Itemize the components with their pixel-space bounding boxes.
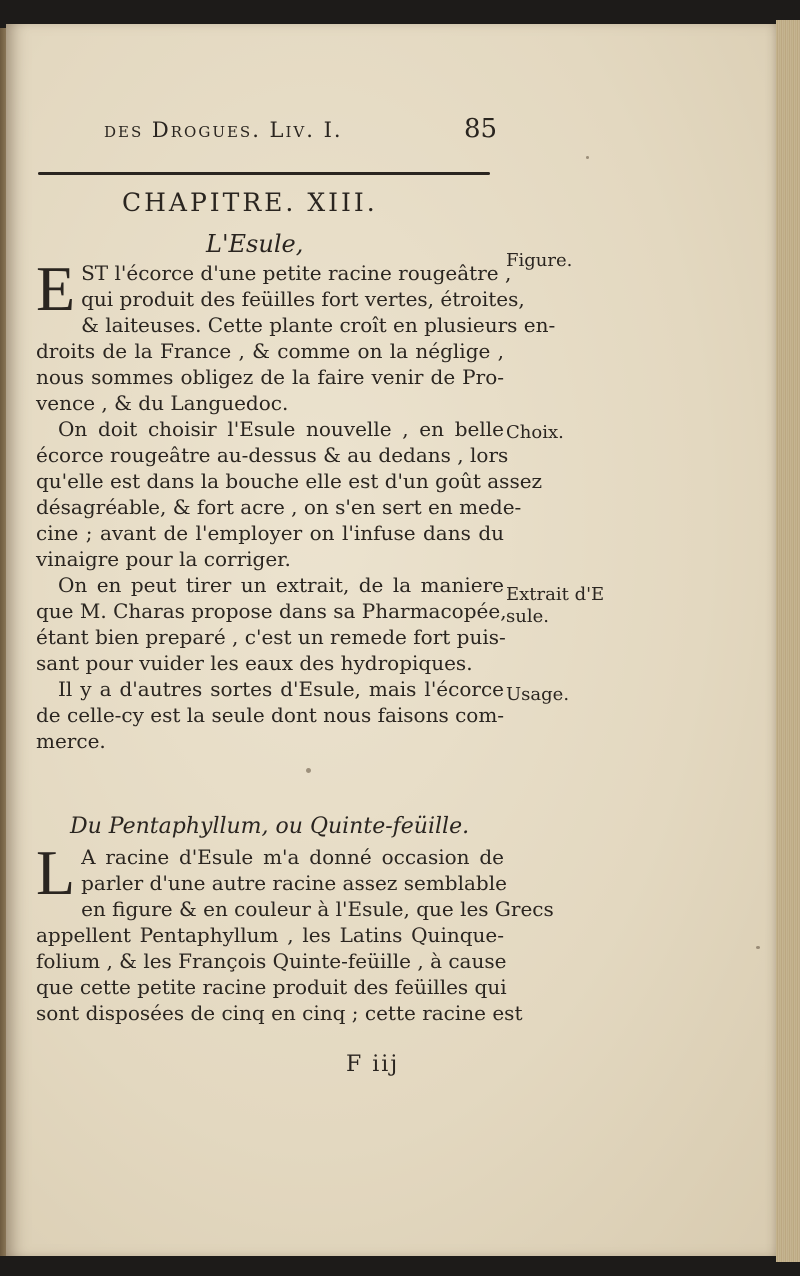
book-page (6, 24, 776, 1256)
text-line: désagréable, & fort acre , on s'en sert en mede- (36, 495, 522, 519)
text-line: parler d'une autre racine assez semblable (81, 871, 507, 895)
page-number: 85 (464, 114, 498, 144)
text-line: On doit choisir l'Esule nouvelle , en belle (58, 417, 504, 441)
paragraph-5 (36, 837, 554, 1026)
text-line: On en peut tirer un extrait, de la maniere (58, 573, 504, 597)
text-line: que cette petite racine produit des feüilles qui (36, 975, 507, 999)
text-line: qui produit des feüilles fort vertes, étroites, (81, 287, 525, 311)
chapter-heading: CHAPITRE. XIII. (122, 188, 378, 217)
text-line: ST l'écorce d'une petite racine rougeâtre , (81, 261, 512, 285)
text-line: cine ; avant de l'employer on l'infuse dans du (36, 521, 504, 545)
paragraph-3 (36, 572, 507, 676)
dropcap-l: L (36, 837, 76, 908)
paper-speck (586, 156, 589, 159)
text-line: écorce rougeâtre au-dessus & au dedans , lors (36, 443, 509, 467)
text-line: appellent Pentaphyllum , les Latins Quinque- (36, 923, 504, 947)
header-rule (38, 172, 490, 175)
margin-note-extrait (506, 584, 604, 628)
signature-mark: F iij (346, 1052, 400, 1077)
running-head: des Drogues. Liv. I. (104, 118, 343, 142)
margin-note-usage: Usage. (506, 684, 570, 705)
text-line: sant pour vuider les eaux des hydropiques. (36, 651, 473, 675)
section-title: L'Esule, (206, 230, 304, 258)
text-line: que M. Charas propose dans sa Pharmacopée, (36, 599, 507, 623)
margin-note-choix: Choix. (506, 422, 564, 443)
text-line: vinaigre pour la corriger. (36, 547, 291, 571)
text-line: étant bien preparé , c'est un remede fort puis- (36, 625, 506, 649)
text-line: de celle-cy est la seule dont nous faisons com- (36, 703, 505, 727)
text-line: Il y a d'autres sortes d'Esule, mais l'écorce (58, 677, 504, 701)
paper-speck (306, 768, 311, 773)
text-line: A racine d'Esule m'a donné occasion de (81, 845, 504, 869)
paper-speck (756, 946, 760, 949)
text-line: & laiteuses. Cette plante croît en plusieurs en- (81, 313, 556, 337)
text-line: folium , & les François Quinte-feüille , à cause (36, 949, 507, 973)
margin-note-extrait-line: Extrait d'E (506, 584, 605, 605)
text-line: vence , & du Languedoc. (36, 391, 289, 415)
text-line: droits de la France , & comme on la néglige , (36, 339, 504, 363)
text-line: nous sommes obligez de la faire venir de Pro- (36, 365, 504, 389)
text-line: merce. (36, 729, 106, 753)
paragraph-4 (36, 676, 504, 754)
text-line: qu'elle est dans la bouche elle est d'un goût assez (36, 469, 543, 493)
text-line: sont disposées de cinq en cinq ; cette racine est (36, 1001, 523, 1025)
section-heading-pentaphyllum: Du Pentaphyllum, ou Quinte-feüille. (70, 814, 470, 839)
page-fore-edge (776, 20, 800, 1262)
dropcap-e: E (36, 253, 76, 324)
margin-note-figure: Figure. (506, 250, 573, 271)
text-line: en figure & en couleur à l'Esule, que les Grecs (81, 897, 554, 921)
margin-note-extrait-line: sule. (506, 606, 549, 627)
